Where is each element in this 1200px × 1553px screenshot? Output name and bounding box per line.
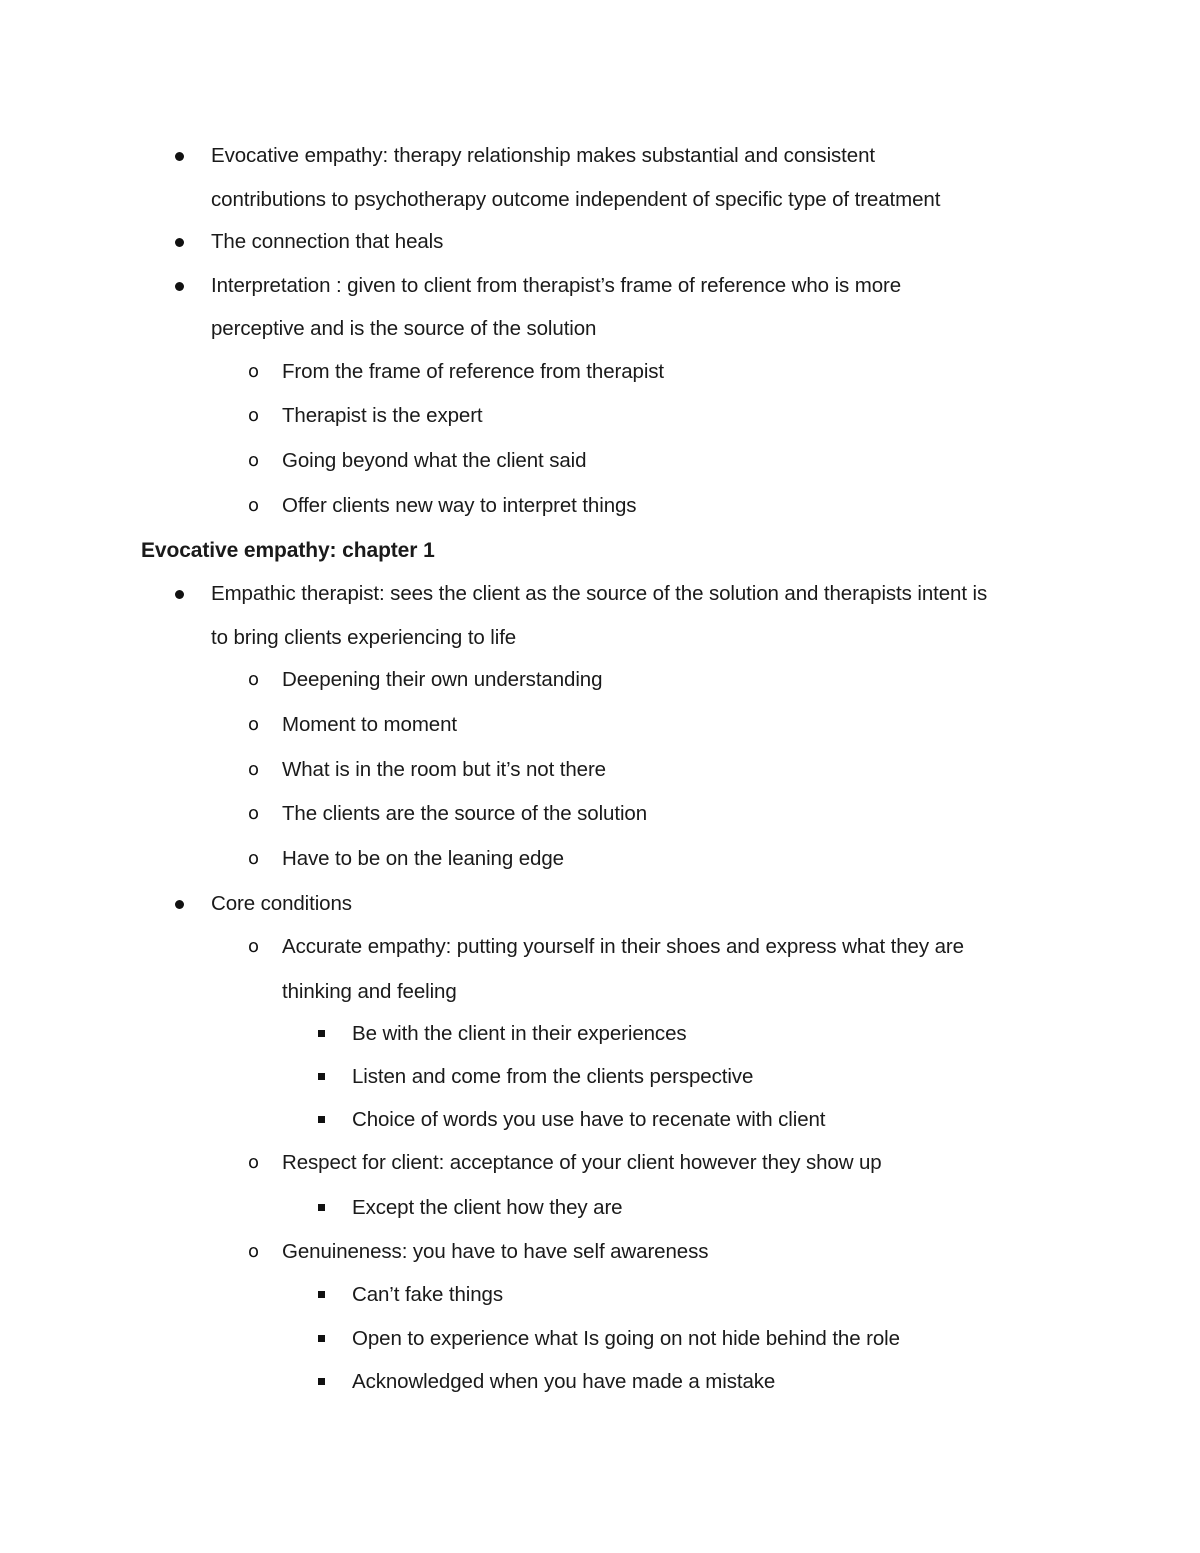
sub-list-item: Genuineness: you have to have self awareness	[282, 1240, 709, 1263]
sub-bullet-icon: o	[248, 361, 260, 382]
sub-bullet-icon: o	[248, 759, 260, 780]
sub-list-item: Therapist is the expert	[282, 404, 483, 427]
sub-sub-list-item: Acknowledged when you have made a mistake	[352, 1370, 776, 1393]
sub-bullet-icon: o	[248, 669, 260, 690]
sub-list-item: Have to be on the leaning edge	[282, 847, 564, 870]
sub-bullet-icon: o	[248, 803, 260, 824]
sub-list-item: Offer clients new way to interpret things	[282, 494, 637, 517]
sub-sub-list-item: Except the client how they are	[352, 1196, 623, 1219]
sub-bullet-icon: o	[248, 450, 260, 471]
square-bullet-icon	[318, 1204, 325, 1211]
square-bullet-icon	[318, 1335, 325, 1342]
sub-sub-list-item: Open to experience what Is going on not hide behind the role	[352, 1327, 900, 1350]
sub-list-item-continuation: thinking and feeling	[282, 980, 457, 1003]
sub-bullet-icon: o	[248, 1152, 260, 1173]
list-item: Core conditions	[211, 892, 352, 915]
bullet-icon	[175, 238, 184, 247]
bullet-icon	[175, 282, 184, 291]
sub-bullet-icon: o	[248, 405, 260, 426]
list-item: Empathic therapist: sees the client as the source of the solution and therapists intent is	[211, 582, 988, 605]
sub-list-item: Going beyond what the client said	[282, 449, 587, 472]
bullet-icon	[175, 590, 184, 599]
list-item: The connection that heals	[211, 230, 444, 253]
bullet-icon	[175, 152, 184, 161]
sub-list-item: The clients are the source of the solution	[282, 802, 648, 825]
square-bullet-icon	[318, 1030, 325, 1037]
sub-list-item: What is in the room but it’s not there	[282, 758, 606, 781]
square-bullet-icon	[318, 1378, 325, 1385]
sub-list-item: Moment to moment	[282, 713, 457, 736]
square-bullet-icon	[318, 1291, 325, 1298]
sub-sub-list-item: Listen and come from the clients perspective	[352, 1065, 754, 1088]
list-item-continuation: to bring clients experiencing to life	[211, 626, 517, 649]
sub-sub-list-item: Choice of words you use have to recenate with client	[352, 1108, 826, 1131]
sub-sub-list-item: Can’t fake things	[352, 1283, 503, 1306]
list-item: Interpretation : given to client from therapist’s frame of reference who is more	[211, 274, 902, 297]
square-bullet-icon	[318, 1116, 325, 1123]
bullet-icon	[175, 900, 184, 909]
list-item-continuation: perceptive and is the source of the solution	[211, 317, 597, 340]
section-heading: Evocative empathy: chapter 1	[141, 539, 435, 562]
sub-list-item: From the frame of reference from therapist	[282, 360, 665, 383]
sub-bullet-icon: o	[248, 936, 260, 957]
sub-bullet-icon: o	[248, 1241, 260, 1262]
square-bullet-icon	[318, 1073, 325, 1080]
sub-sub-list-item: Be with the client in their experiences	[352, 1022, 687, 1045]
sub-list-item: Accurate empathy: putting yourself in their shoes and express what they are	[282, 935, 964, 958]
sub-bullet-icon: o	[248, 714, 260, 735]
sub-bullet-icon: o	[248, 848, 260, 869]
list-item-continuation: contributions to psychotherapy outcome independent of specific type of treatment	[211, 188, 941, 211]
list-item: Evocative empathy: therapy relationship makes substantial and consistent	[211, 144, 875, 167]
sub-list-item: Respect for client: acceptance of your client however they show up	[282, 1151, 882, 1174]
sub-list-item: Deepening their own understanding	[282, 668, 603, 691]
sub-bullet-icon: o	[248, 495, 260, 516]
